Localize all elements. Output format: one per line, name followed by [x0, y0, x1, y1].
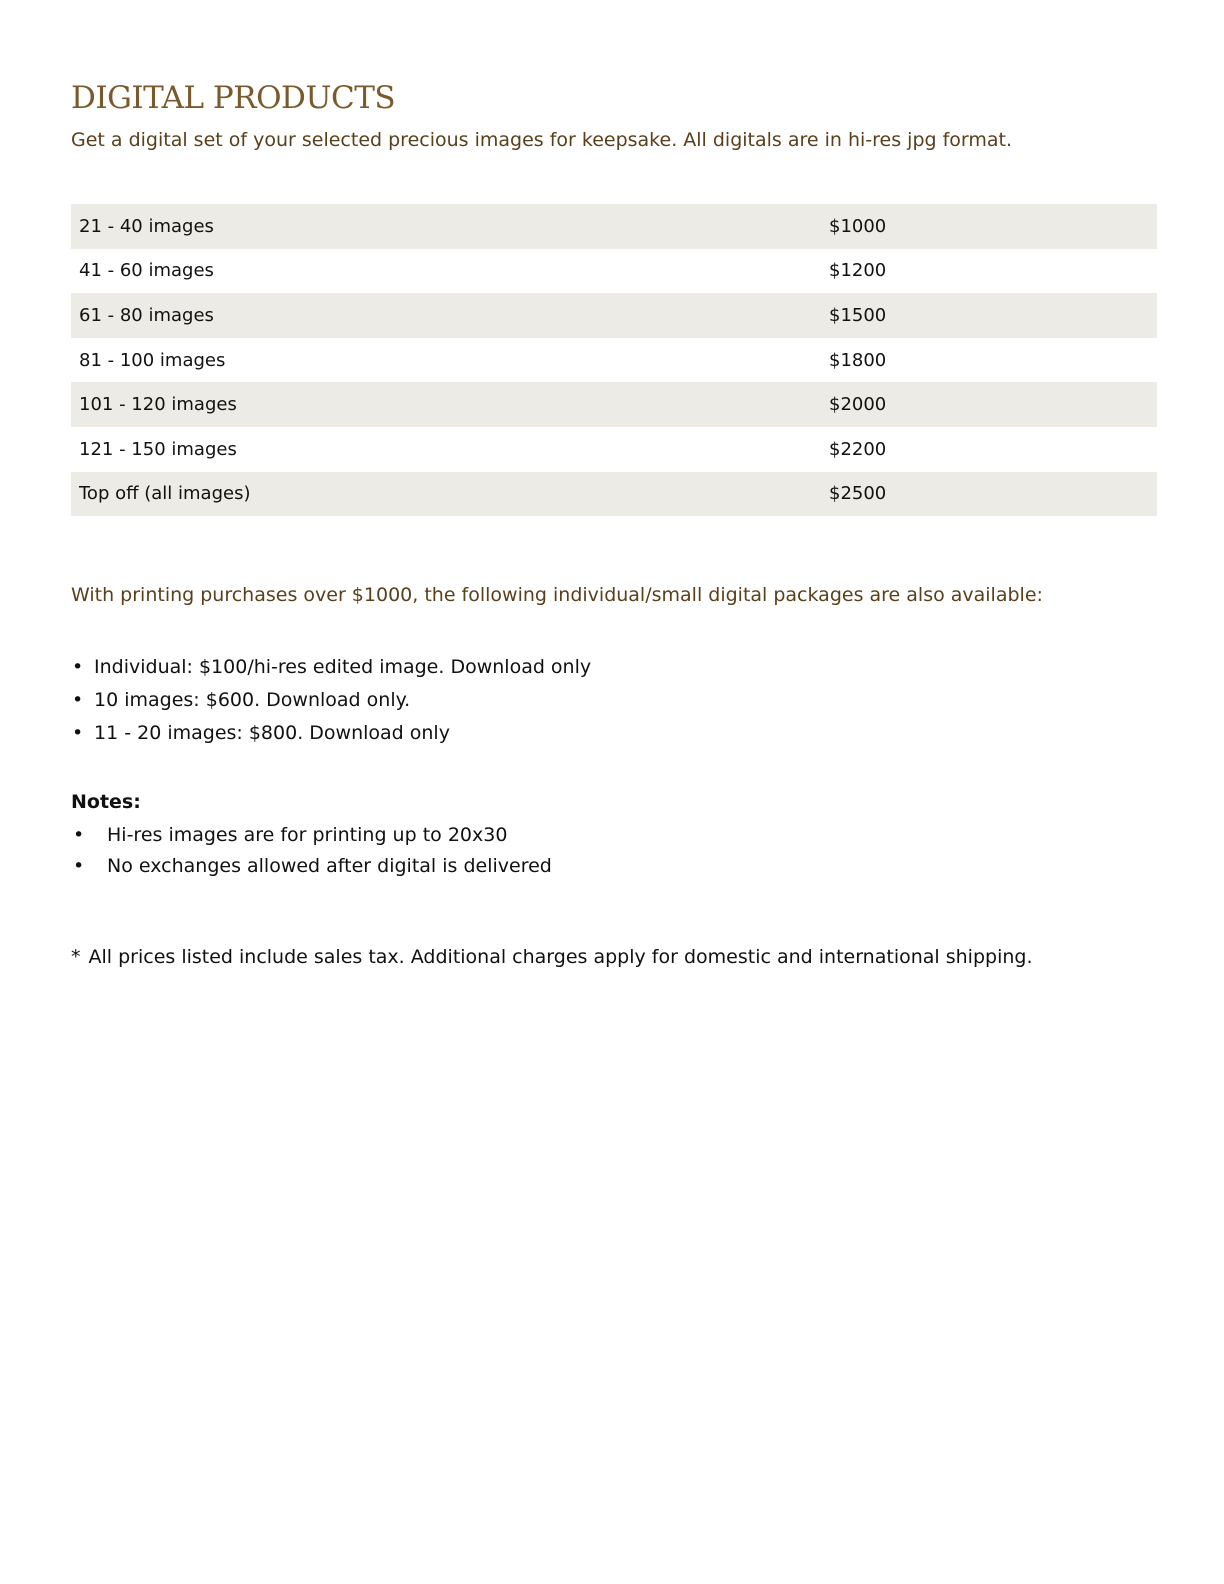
table-row: [71, 249, 1157, 294]
bullet: •: [72, 689, 84, 711]
list-item: [71, 717, 591, 750]
bullet: •: [73, 824, 85, 846]
range-cell: 121 - 150 images: [71, 427, 829, 472]
bullet: •: [72, 722, 84, 744]
price-cell: $1000: [829, 204, 1157, 249]
bullet: •: [73, 855, 85, 877]
small-packages-list: [71, 651, 591, 750]
notes-heading: Notes:: [71, 791, 141, 813]
note-text: No exchanges allowed after digital is delivered: [107, 855, 552, 877]
price-cell: $2500: [829, 472, 1157, 517]
table-row: [71, 382, 1157, 427]
package-text: Individual: $100/hi-res edited image. Download only: [94, 656, 592, 678]
notes-list: [71, 820, 552, 882]
range-cell: 21 - 40 images: [71, 204, 829, 249]
list-item: [71, 820, 552, 851]
list-item: [71, 684, 591, 717]
table-row: [71, 204, 1157, 249]
pricing-table: [71, 204, 1157, 516]
list-item: [71, 851, 552, 882]
package-text: 10 images: $600. Download only.: [94, 689, 411, 711]
list-item: [71, 651, 591, 684]
note-text: Hi-res images are for printing up to 20x30: [107, 824, 508, 846]
price-cell: $1200: [829, 249, 1157, 294]
small-packages-intro: With printing purchases over $1000, the following individual/small digital packages are also available:: [71, 584, 1043, 606]
range-cell: 101 - 120 images: [71, 382, 829, 427]
page-title: DIGITAL PRODUCTS: [71, 80, 396, 116]
price-cell: $2200: [829, 427, 1157, 472]
table-row: [71, 427, 1157, 472]
table-row: [71, 338, 1157, 383]
range-cell: 41 - 60 images: [71, 249, 829, 294]
price-cell: $2000: [829, 382, 1157, 427]
footnote-text: All prices listed include sales tax. Additional charges apply for domestic and international shipping.: [88, 946, 1033, 968]
table-row: [71, 293, 1157, 338]
range-cell: 61 - 80 images: [71, 293, 829, 338]
table-row: [71, 472, 1157, 517]
package-text: 11 - 20 images: $800. Download only: [94, 722, 450, 744]
price-cell: $1800: [829, 338, 1157, 383]
range-cell: 81 - 100 images: [71, 338, 829, 383]
price-cell: $1500: [829, 293, 1157, 338]
footnote-marker: *: [71, 946, 81, 968]
page-subtitle: Get a digital set of your selected precious images for keepsake. All digitals are in hi-res jpg format.: [71, 129, 1013, 151]
range-cell: Top off (all images): [71, 472, 829, 517]
bullet: •: [72, 656, 84, 678]
footnote: [71, 943, 1033, 971]
